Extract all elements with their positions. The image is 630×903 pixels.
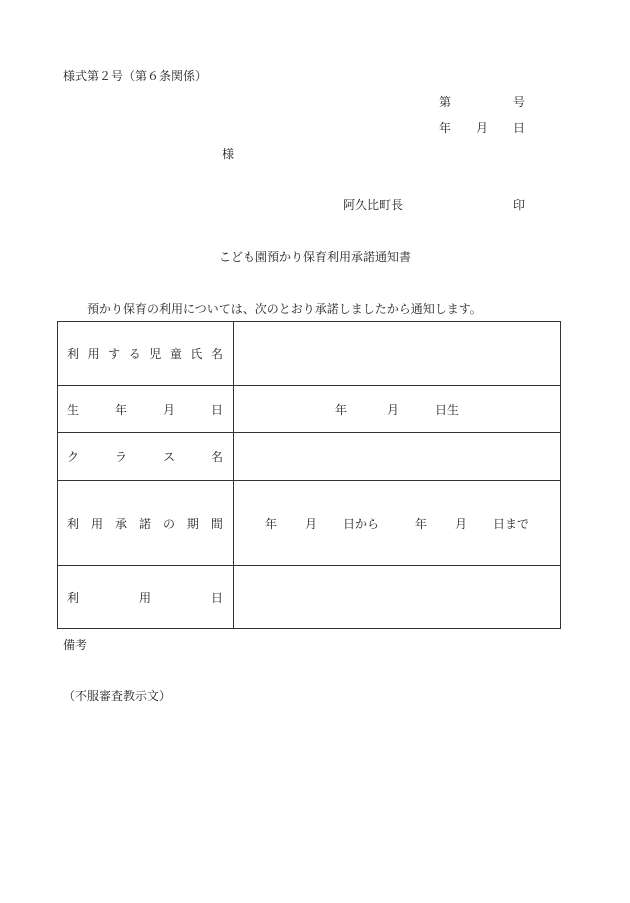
label-char: 日 xyxy=(210,402,223,417)
label-char: 日 xyxy=(210,590,223,605)
label-char: 用 xyxy=(87,347,100,361)
number-suffix: 号 xyxy=(512,95,525,109)
date-day: 日 xyxy=(512,121,525,135)
label-usage-days xyxy=(58,566,234,629)
period-end-day: 日まで xyxy=(493,516,530,531)
label-child-name xyxy=(58,322,234,386)
document-title: こども園預かり保育利用承諾通知書 xyxy=(219,250,412,264)
label-char: ラ xyxy=(114,450,127,464)
label-char: る xyxy=(128,347,141,361)
label-char: ス xyxy=(162,450,175,464)
label-char: 月 xyxy=(162,402,175,417)
value-class-name[interactable] xyxy=(234,433,561,481)
label-approval-period xyxy=(58,481,234,566)
period-start-year: 年 xyxy=(264,516,277,531)
label-char: 年 xyxy=(114,402,127,417)
label-char: 利 xyxy=(67,590,80,605)
date-year: 年 xyxy=(439,121,452,135)
label-char: 期 xyxy=(186,516,199,531)
date-month: 月 xyxy=(475,121,488,135)
value-usage-days[interactable] xyxy=(234,566,561,629)
label-char: 名 xyxy=(210,347,223,361)
label-char: 利 xyxy=(67,516,80,531)
birth-day: 日生 xyxy=(435,402,460,417)
period-end-year: 年 xyxy=(415,516,428,531)
label-class-name xyxy=(58,433,234,481)
document-number xyxy=(439,95,525,109)
value-birthdate[interactable] xyxy=(234,386,561,433)
table-row-birthdate xyxy=(58,386,561,433)
intro-text: 預かり保育の利用については、次のとおり承諾しましたから通知します。 xyxy=(87,302,482,316)
label-char: 間 xyxy=(210,516,223,531)
appeal-notice: （不服審査教示文） xyxy=(63,689,172,703)
table-row-usage-days xyxy=(58,566,561,629)
period-start-month: 月 xyxy=(304,516,317,531)
label-char: 用 xyxy=(90,516,103,531)
table-row-approval-period xyxy=(58,481,561,566)
label-char: 児 xyxy=(149,347,162,361)
table-row-class-name xyxy=(58,433,561,481)
birth-month: 月 xyxy=(386,402,399,417)
label-char: 諾 xyxy=(138,516,151,531)
label-char: ク xyxy=(67,450,80,464)
value-child-name[interactable] xyxy=(234,322,561,386)
issuer-name: 阿久比町長 xyxy=(343,198,404,212)
addressee-suffix: 様 xyxy=(222,147,235,161)
value-approval-period[interactable] xyxy=(234,481,561,566)
birth-year: 年 xyxy=(334,402,347,417)
label-char: 生 xyxy=(67,402,80,417)
period-end-month: 月 xyxy=(455,516,468,531)
label-birthdate xyxy=(58,386,234,433)
label-char: 名 xyxy=(210,450,223,464)
approval-table xyxy=(57,321,561,629)
label-char: 童 xyxy=(169,347,182,361)
label-char: 利 xyxy=(67,347,80,361)
number-prefix: 第 xyxy=(439,95,452,109)
label-char: 承 xyxy=(114,516,127,531)
document-date xyxy=(439,121,525,135)
label-char: 用 xyxy=(138,590,151,605)
remarks-label: 備考 xyxy=(63,638,88,652)
label-char: の xyxy=(162,516,175,531)
label-char: す xyxy=(108,347,121,361)
label-char: 氏 xyxy=(190,347,203,361)
period-start-day: 日から xyxy=(342,516,379,531)
table-row-child-name xyxy=(58,322,561,386)
seal-mark: 印 xyxy=(513,198,526,212)
form-label: 様式第２号（第６条関係） xyxy=(63,69,208,83)
